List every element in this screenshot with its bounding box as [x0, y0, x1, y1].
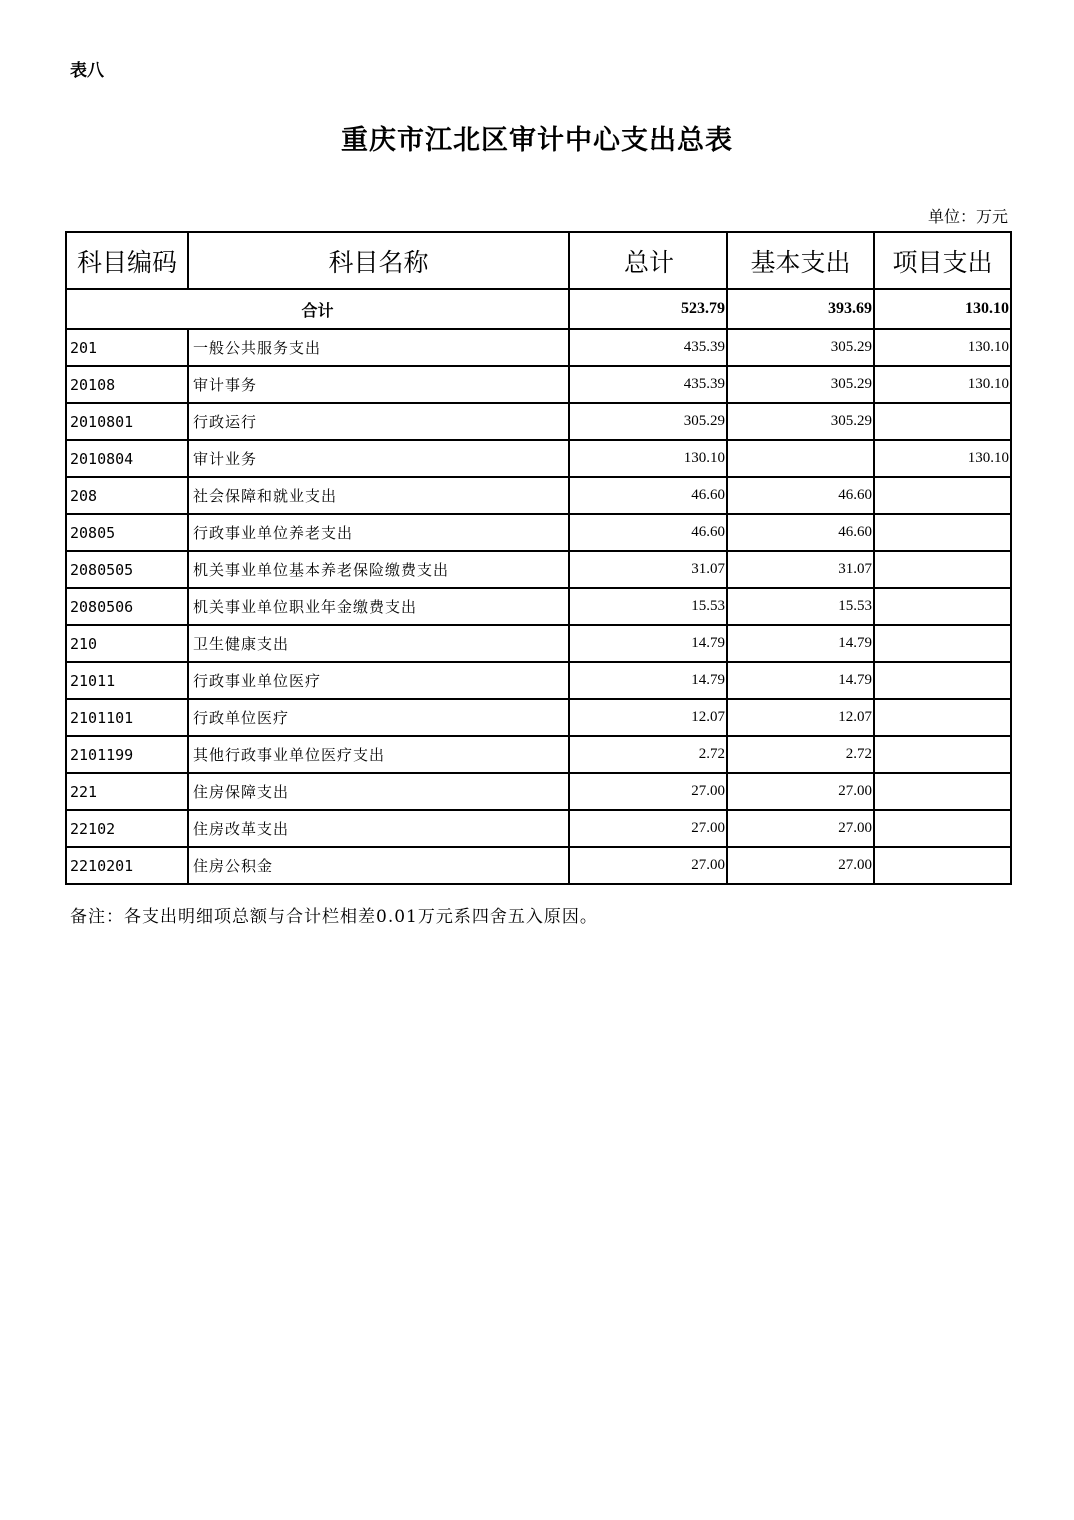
total-label: 合计 — [66, 289, 569, 329]
row-total: 305.29 — [569, 403, 727, 440]
row-code: 22102 — [66, 810, 188, 847]
header-total: 总计 — [569, 232, 727, 289]
row-project — [874, 625, 1011, 662]
row-name: 社会保障和就业支出 — [188, 477, 569, 514]
row-name: 行政事业单位医疗 — [188, 662, 569, 699]
table-row — [66, 810, 1011, 847]
row-basic: 2.72 — [727, 736, 874, 773]
row-name: 住房保障支出 — [188, 773, 569, 810]
row-total: 46.60 — [569, 514, 727, 551]
row-code: 2101199 — [66, 736, 188, 773]
row-code: 201 — [66, 329, 188, 366]
table-header-row — [66, 232, 1011, 289]
expenditure-table-container — [65, 231, 1012, 899]
row-name: 审计业务 — [188, 440, 569, 477]
row-basic: 305.29 — [727, 403, 874, 440]
header-name: 科目名称 — [188, 232, 569, 289]
header-basic: 基本支出 — [727, 232, 874, 289]
row-total: 14.79 — [569, 625, 727, 662]
row-total: 46.60 — [569, 477, 727, 514]
row-code: 2101101 — [66, 699, 188, 736]
table-row — [66, 662, 1011, 699]
row-total: 27.00 — [569, 810, 727, 847]
row-basic: 46.60 — [727, 477, 874, 514]
row-project — [874, 588, 1011, 625]
row-name: 住房改革支出 — [188, 810, 569, 847]
row-code: 2080506 — [66, 588, 188, 625]
table-row — [66, 736, 1011, 773]
row-project — [874, 699, 1011, 736]
row-project: 130.10 — [874, 440, 1011, 477]
row-total: 435.39 — [569, 329, 727, 366]
row-basic: 305.29 — [727, 329, 874, 366]
page-title: 重庆市江北区审计中心支出总表 — [341, 125, 733, 156]
row-code: 221 — [66, 773, 188, 810]
table-number-label: 表八 — [70, 61, 104, 81]
table-row — [66, 329, 1011, 366]
row-basic: 31.07 — [727, 551, 874, 588]
row-name: 行政单位医疗 — [188, 699, 569, 736]
row-basic: 27.00 — [727, 773, 874, 810]
row-basic: 15.53 — [727, 588, 874, 625]
row-total: 27.00 — [569, 773, 727, 810]
row-project — [874, 551, 1011, 588]
row-total: 31.07 — [569, 551, 727, 588]
table-row — [66, 403, 1011, 440]
footnote: 备注：各支出明细项总额与合计栏相差0.01万元系四舍五入原因。 — [70, 907, 598, 927]
total-project: 130.10 — [874, 289, 1011, 329]
total-total: 523.79 — [569, 289, 727, 329]
row-name: 卫生健康支出 — [188, 625, 569, 662]
row-project — [874, 773, 1011, 810]
unit-label: 单位：万元 — [927, 207, 1008, 226]
row-code: 2210201 — [66, 847, 188, 884]
table-row — [66, 551, 1011, 588]
row-basic: 14.79 — [727, 625, 874, 662]
table-row — [66, 514, 1011, 551]
table-row — [66, 477, 1011, 514]
row-code: 210 — [66, 625, 188, 662]
row-name: 行政运行 — [188, 403, 569, 440]
row-code: 2010801 — [66, 403, 188, 440]
total-row — [66, 289, 1011, 329]
row-total: 130.10 — [569, 440, 727, 477]
row-basic: 46.60 — [727, 514, 874, 551]
row-name: 一般公共服务支出 — [188, 329, 569, 366]
row-total: 14.79 — [569, 662, 727, 699]
row-project — [874, 662, 1011, 699]
row-name: 审计事务 — [188, 366, 569, 403]
row-total: 2.72 — [569, 736, 727, 773]
table-row — [66, 847, 1011, 884]
table-row — [66, 699, 1011, 736]
row-basic: 305.29 — [727, 366, 874, 403]
row-name: 机关事业单位基本养老保险缴费支出 — [188, 551, 569, 588]
table-row — [66, 588, 1011, 625]
row-basic: 12.07 — [727, 699, 874, 736]
row-project — [874, 477, 1011, 514]
table-row — [66, 366, 1011, 403]
header-code: 科目编码 — [66, 232, 188, 289]
row-project — [874, 736, 1011, 773]
row-code: 2010804 — [66, 440, 188, 477]
row-total: 27.00 — [569, 847, 727, 884]
table-row — [66, 773, 1011, 810]
row-name: 住房公积金 — [188, 847, 569, 884]
row-code: 20805 — [66, 514, 188, 551]
row-name: 其他行政事业单位医疗支出 — [188, 736, 569, 773]
row-code: 2080505 — [66, 551, 188, 588]
row-name: 机关事业单位职业年金缴费支出 — [188, 588, 569, 625]
row-project: 130.10 — [874, 329, 1011, 366]
row-project — [874, 810, 1011, 847]
row-name: 行政事业单位养老支出 — [188, 514, 569, 551]
row-basic: 27.00 — [727, 847, 874, 884]
row-project — [874, 847, 1011, 884]
table-row — [66, 625, 1011, 662]
table-row — [66, 440, 1011, 477]
expenditure-table — [65, 231, 1012, 885]
row-code: 208 — [66, 477, 188, 514]
row-basic — [727, 440, 874, 477]
row-total: 435.39 — [569, 366, 727, 403]
row-basic: 27.00 — [727, 810, 874, 847]
row-project: 130.10 — [874, 366, 1011, 403]
row-project — [874, 514, 1011, 551]
row-project — [874, 403, 1011, 440]
row-total: 12.07 — [569, 699, 727, 736]
row-code: 21011 — [66, 662, 188, 699]
header-project: 项目支出 — [874, 232, 1011, 289]
total-basic: 393.69 — [727, 289, 874, 329]
row-code: 20108 — [66, 366, 188, 403]
row-total: 15.53 — [569, 588, 727, 625]
row-basic: 14.79 — [727, 662, 874, 699]
